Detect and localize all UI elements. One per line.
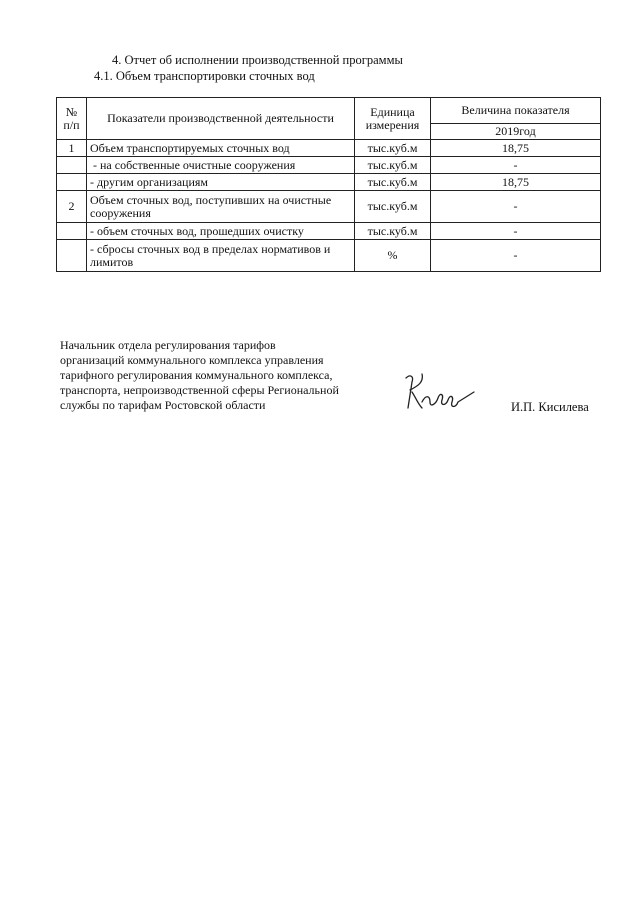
header-value: Величина показателя [431, 98, 601, 124]
table-row [57, 174, 601, 191]
transport-volume-table [56, 97, 601, 272]
row-indicator: - сбросы сточных вод в пределах нормативов и лимитов [87, 240, 355, 272]
row-num: 2 [57, 191, 87, 223]
row-value: - [431, 157, 601, 174]
row-indicator: - другим организациям [87, 174, 355, 191]
row-num [57, 157, 87, 174]
header-year: 2019год [431, 124, 601, 140]
signer-position [60, 338, 380, 413]
table-row [57, 157, 601, 174]
signer-name: И.П. Кисилева [511, 400, 589, 414]
row-num [57, 223, 87, 240]
signer-position-line: транспорта, непроизводственной сферы Региональной [60, 383, 339, 397]
row-num [57, 240, 87, 272]
signer-position-line: службы по тарифам Ростовской области [60, 398, 266, 412]
row-num: 1 [57, 140, 87, 157]
row-unit: тыс.куб.м [355, 157, 431, 174]
row-value: - [431, 191, 601, 223]
row-value: 18,75 [431, 174, 601, 191]
row-value: 18,75 [431, 140, 601, 157]
row-num [57, 174, 87, 191]
row-unit: % [355, 240, 431, 272]
header-indicator: Показатели производственной деятельности [87, 98, 355, 140]
row-indicator: Объем транспортируемых сточных вод [87, 140, 355, 157]
table-row [57, 240, 601, 272]
row-unit: тыс.куб.м [355, 140, 431, 157]
table-row [57, 191, 601, 223]
signer-position-line: тарифного регулирования коммунального комплекса, [60, 368, 333, 382]
handwritten-signature [400, 368, 480, 416]
signer-position-line: организаций коммунального комплекса управления [60, 353, 324, 367]
row-unit: тыс.куб.м [355, 174, 431, 191]
row-indicator: Объем сточных вод, поступивших на очистные сооружения [87, 191, 355, 223]
table-row [57, 140, 601, 157]
row-unit: тыс.куб.м [355, 191, 431, 223]
signer-position-line: Начальник отдела регулирования тарифов [60, 338, 276, 352]
row-unit: тыс.куб.м [355, 223, 431, 240]
row-indicator: - объем сточных вод, прошедших очистку [87, 223, 355, 240]
section-title: 4. Отчет об исполнении производственной программы [112, 53, 403, 67]
row-value: - [431, 223, 601, 240]
header-unit: Единица измерения [355, 98, 431, 140]
subsection-title: 4.1. Объем транспортировки сточных вод [94, 69, 315, 83]
row-indicator: - на собственные очистные сооружения [87, 157, 355, 174]
row-value: - [431, 240, 601, 272]
table-row [57, 223, 601, 240]
header-num: № п/п [57, 98, 87, 140]
